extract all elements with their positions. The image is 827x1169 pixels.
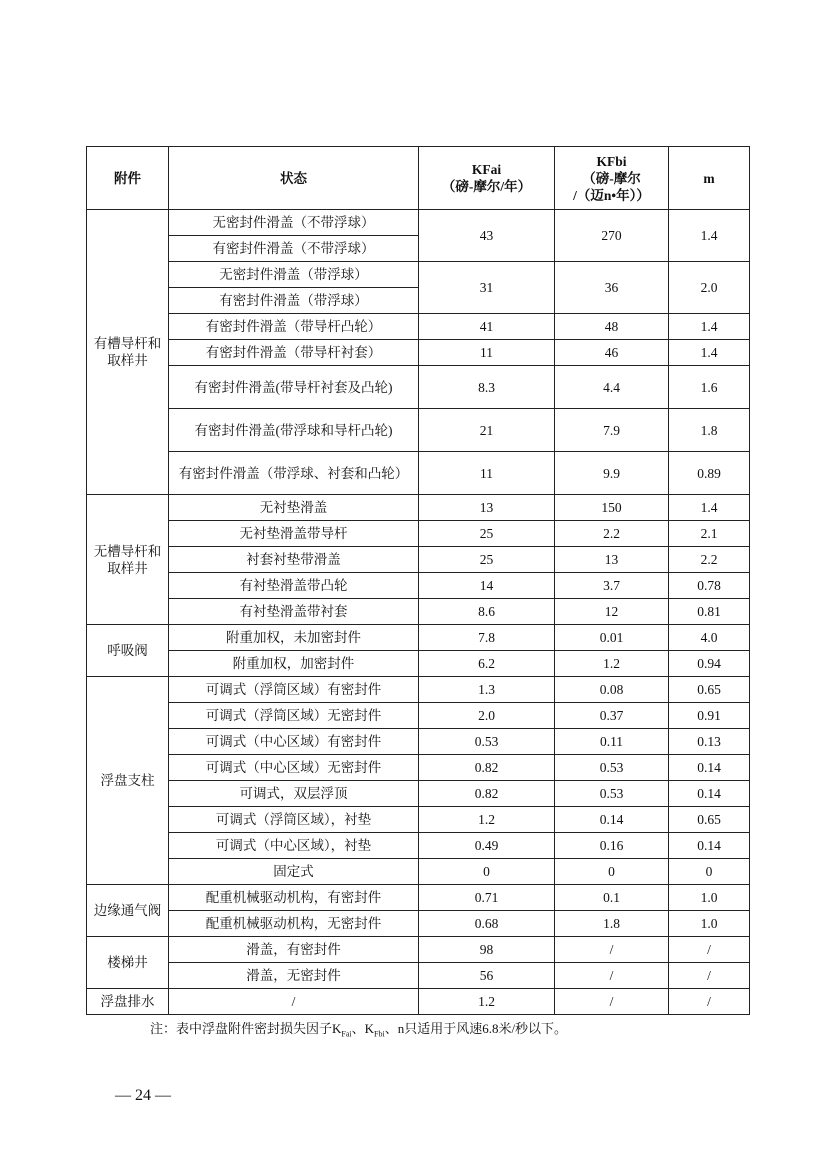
kfbi-cell: 150 [555,495,669,521]
kfbi-cell: 13 [555,547,669,573]
kfbi-cell: 9.9 [555,452,669,495]
table-row [87,963,750,989]
kfbi-cell: 46 [555,340,669,366]
state-cell: 配重机械驱动机构，无密封件 [169,911,419,937]
m-cell: / [669,937,750,963]
header-kfbi: KFbi （磅-摩尔 /（迈n•年）） [555,147,669,210]
page-content [86,146,749,1106]
accessory-cell: 楼梯井 [87,937,169,989]
table-row [87,625,750,651]
state-cell: 有衬垫滑盖带凸轮 [169,573,419,599]
kfai-cell: 6.2 [419,651,555,677]
kfbi-cell: 3.7 [555,573,669,599]
kfai-cell: 8.3 [419,366,555,409]
state-cell: 滑盖，有密封件 [169,937,419,963]
table-row [87,651,750,677]
kfbi-cell: 0.53 [555,781,669,807]
table-row [87,366,750,409]
table-row [87,989,750,1015]
table-row [87,521,750,547]
page-number: — 24 — [115,1087,171,1104]
kfai-cell: 1.3 [419,677,555,703]
kfai-cell: 11 [419,340,555,366]
kfai-cell: 0.53 [419,729,555,755]
m-cell: / [669,963,750,989]
state-cell: 配重机械驱动机构，有密封件 [169,885,419,911]
kfbi-cell: 0.14 [555,807,669,833]
m-cell: 1.4 [669,340,750,366]
kfai-cell: 98 [419,937,555,963]
kfai-cell: 43 [419,210,555,262]
kfai-cell: 56 [419,963,555,989]
kfai-cell: 25 [419,547,555,573]
kfbi-cell: 270 [555,210,669,262]
m-cell: 1.4 [669,495,750,521]
m-cell: 1.4 [669,314,750,340]
m-cell: 2.2 [669,547,750,573]
kfbi-cell: 1.2 [555,651,669,677]
accessory-cell: 边缘通气阀 [87,885,169,937]
m-cell: 0.94 [669,651,750,677]
kfai-cell: 0.68 [419,911,555,937]
accessory-cell: 有槽导杆和取样井 [87,210,169,495]
table-note [150,1020,749,1038]
table-row [87,937,750,963]
kfai-cell: 21 [419,409,555,452]
table-row [87,885,750,911]
m-cell: 1.0 [669,885,750,911]
m-cell: 4.0 [669,625,750,651]
kfai-cell: 13 [419,495,555,521]
header-accessory: 附件 [87,147,169,210]
kfbi-cell: 48 [555,314,669,340]
kfai-cell: 1.2 [419,989,555,1015]
table-row [87,599,750,625]
table-row [87,703,750,729]
m-cell: / [669,989,750,1015]
kfai-cell: 7.8 [419,625,555,651]
state-cell: 可调式（浮筒区域），衬垫 [169,807,419,833]
kfai-cell: 8.6 [419,599,555,625]
state-cell: 附重加权，未加密封件 [169,625,419,651]
m-cell: 0.13 [669,729,750,755]
m-cell: 1.4 [669,210,750,262]
state-cell: 无密封件滑盖（不带浮球） [169,210,419,236]
state-cell: 固定式 [169,859,419,885]
m-cell: 0.14 [669,781,750,807]
table-row [87,833,750,859]
state-cell: 无密封件滑盖（带浮球） [169,262,419,288]
kfbi-cell: 0.53 [555,755,669,781]
note-text: 注：表中浮盘附件密封损失因子K [150,1021,342,1036]
state-cell: 有密封件滑盖（带浮球、衬套和凸轮） [169,452,419,495]
state-cell: 衬套衬垫带滑盖 [169,547,419,573]
table-header-row [87,147,750,210]
kfbi-cell: / [555,937,669,963]
table-row [87,314,750,340]
table-row [87,677,750,703]
seal-loss-factor-table [86,146,750,1015]
table-row [87,859,750,885]
state-cell: 有密封件滑盖（带导杆衬套） [169,340,419,366]
state-cell: 无衬垫滑盖带导杆 [169,521,419,547]
kfbi-cell: 0 [555,859,669,885]
state-cell: 可调式（中心区域），衬垫 [169,833,419,859]
table-row [87,807,750,833]
state-cell: 附重加权，加密封件 [169,651,419,677]
kfbi-cell: 2.2 [555,521,669,547]
accessory-cell: 无槽导杆和取样井 [87,495,169,625]
state-cell: 有衬垫滑盖带衬套 [169,599,419,625]
state-cell: 有密封件滑盖（带导杆凸轮） [169,314,419,340]
kfai-cell: 11 [419,452,555,495]
table-row [87,781,750,807]
kfbi-cell: 0.01 [555,625,669,651]
kfbi-cell: 0.11 [555,729,669,755]
m-cell: 1.6 [669,366,750,409]
accessory-cell: 浮盘支柱 [87,677,169,885]
kfai-cell: 0 [419,859,555,885]
state-cell: 滑盖，无密封件 [169,963,419,989]
kfai-cell: 25 [419,521,555,547]
kfai-cell: 2.0 [419,703,555,729]
kfbi-cell: 36 [555,262,669,314]
accessory-cell: 呼吸阀 [87,625,169,677]
table-row [87,262,750,288]
m-cell: 1.8 [669,409,750,452]
kfbi-cell: 0.1 [555,885,669,911]
kfbi-cell: 7.9 [555,409,669,452]
kfai-cell: 0.49 [419,833,555,859]
note-text: 、K [351,1021,375,1036]
table-row [87,210,750,236]
kfai-cell: 14 [419,573,555,599]
note-sub: Fai [341,1029,352,1039]
kfbi-cell: 0.16 [555,833,669,859]
kfbi-cell: / [555,989,669,1015]
table-row [87,573,750,599]
kfbi-cell: / [555,963,669,989]
table-row [87,547,750,573]
state-cell: 有密封件滑盖(带浮球和导杆凸轮) [169,409,419,452]
state-cell: 可调式（中心区域）无密封件 [169,755,419,781]
m-cell: 0.78 [669,573,750,599]
state-cell: 可调式（浮筒区域）有密封件 [169,677,419,703]
table-row [87,340,750,366]
accessory-cell: 浮盘排水 [87,989,169,1015]
m-cell: 0.14 [669,833,750,859]
table-row [87,729,750,755]
m-cell: 0 [669,859,750,885]
kfai-cell: 0.82 [419,755,555,781]
kfai-cell: 1.2 [419,807,555,833]
note-sub: Fbi [374,1029,385,1039]
note-text: 、n只适用于风速6.8米/秒以下。 [384,1021,568,1036]
table-row [87,409,750,452]
m-cell: 2.0 [669,262,750,314]
m-cell: 0.65 [669,677,750,703]
state-cell: / [169,989,419,1015]
state-cell: 有密封件滑盖(带导杆衬套及凸轮) [169,366,419,409]
kfbi-cell: 0.37 [555,703,669,729]
m-cell: 0.65 [669,807,750,833]
header-kfai: KFai （磅-摩尔/年） [419,147,555,210]
kfbi-cell: 0.08 [555,677,669,703]
table-row [87,755,750,781]
m-cell: 0.91 [669,703,750,729]
state-cell: 有密封件滑盖（带浮球） [169,288,419,314]
table-row [87,495,750,521]
state-cell: 可调式（中心区域）有密封件 [169,729,419,755]
kfbi-cell: 12 [555,599,669,625]
m-cell: 0.89 [669,452,750,495]
table-row [87,452,750,495]
m-cell: 1.0 [669,911,750,937]
kfai-cell: 31 [419,262,555,314]
state-cell: 有密封件滑盖（不带浮球） [169,236,419,262]
state-cell: 可调式，双层浮顶 [169,781,419,807]
kfbi-cell: 4.4 [555,366,669,409]
header-m: m [669,147,750,210]
m-cell: 0.81 [669,599,750,625]
state-cell: 无衬垫滑盖 [169,495,419,521]
kfai-cell: 0.82 [419,781,555,807]
m-cell: 0.14 [669,755,750,781]
kfbi-cell: 1.8 [555,911,669,937]
state-cell: 可调式（浮筒区域）无密封件 [169,703,419,729]
kfai-cell: 41 [419,314,555,340]
table-row [87,911,750,937]
header-state: 状态 [169,147,419,210]
kfai-cell: 0.71 [419,885,555,911]
m-cell: 2.1 [669,521,750,547]
